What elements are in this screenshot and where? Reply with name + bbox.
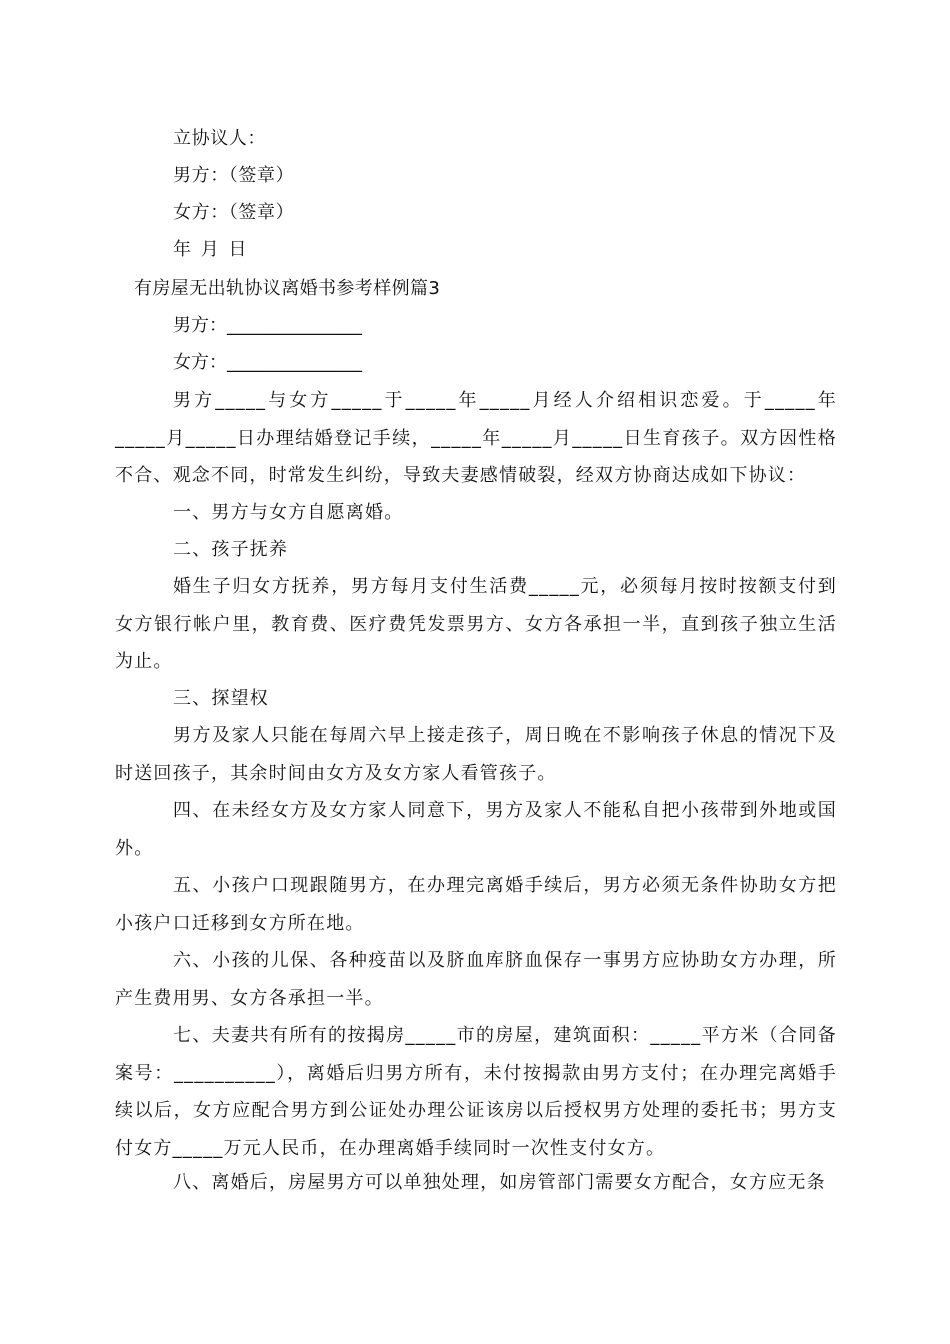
clause-5: 五、小孩户口现跟随男方，在办理完离婚手续后，男方必须无条件协助女方把小孩户口迁移到女方所在地。 (115, 875, 837, 934)
female-signature-line: 女方：（签章） (173, 202, 295, 223)
clause-4: 四、在未经女方及女方家人同意下，男方及家人不能私自把小孩带到外地或国外。 (115, 800, 837, 859)
clause-3-body: 男方及家人只能在每周六早上接走孩子，周日晚在不影响孩子休息的情况下及时送回孩子，其余时间由女方及女方家人看管孩子。 (115, 725, 837, 784)
signature-date: 年 月 日 (173, 239, 249, 260)
clause-2-heading: 二、孩子抚养 (173, 539, 289, 560)
clause-6: 六、小孩的儿保、各种疫苗以及脐血库脐血保存一事男方应协助女方办理，所产生费用男、女方各承担一半。 (115, 950, 837, 1009)
clause-3-heading: 三、探望权 (173, 688, 269, 709)
male-signature-line: 男方：（签章） (173, 165, 295, 186)
clause-2-body: 婚生子归女方抚养，男方每月支付生活费_____元，必须每月按时按额支付到女方银行帐户里，教育费、医疗费凭发票男方、女方各承担一半，直到孩子独立生活为止。 (115, 576, 837, 672)
section-title: 有房屋无出轨协议离婚书参考样例篇3 (134, 278, 441, 299)
female-party-field: 女方：_______________ (173, 352, 362, 373)
clause-7: 七、夫妻共有所有的按揭房_____市的房屋，建筑面积：_____平方米（合同备案号：__________），离婚后归男方所有，未付按揭款由男方支付；在办理完离婚手续以后，女方应配合男方到公证处办理公证该房以后授权男方处理的委托书；男方支付女方_____万元人民币，在办理离婚手续同时一次性支付女方。 (115, 1025, 837, 1159)
male-party-field: 男方：_______________ (173, 315, 362, 336)
clause-1-heading: 一、男方与女方自愿离婚。 (173, 502, 404, 523)
clause-8: 八、离婚后，房屋男方可以单独处理，如房管部门需要女方配合，女方应无条 (173, 1172, 826, 1193)
intro-paragraph: 男方_____与女方_____于_____年_____月经人介绍相识恋爱。于_____年_____月_____日办理结婚登记手续，_____年_____月_____日生育孩子。双方因性格不合、观念不同，时常发生纠纷，导致夫妻感情破裂，经双方协商达成如下协议： (115, 390, 837, 486)
signature-parties-label: 立协议人： (173, 128, 266, 149)
